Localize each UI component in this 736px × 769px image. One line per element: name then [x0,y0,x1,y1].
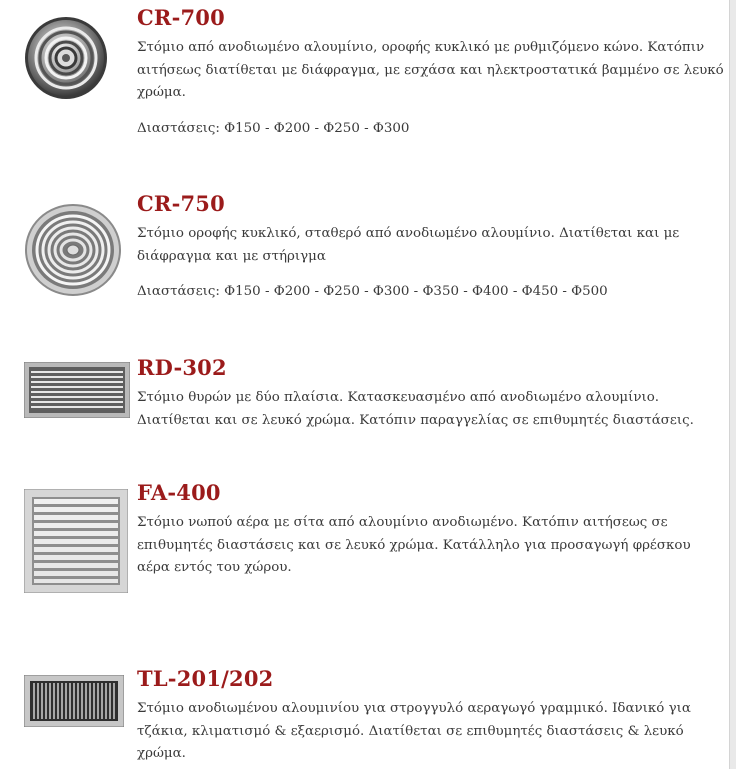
product-title: CR-750 [137,191,225,216]
product-description: Στόμιο θυρών με δύο πλαίσια. Κατασκευασμένο από ανοδιωμένο αλουμίνιο. Διατίθεται και σε λευκό χρώμα. Κατόπιν παραγγελίας σε επιθυμητές διαστάσεις. [137,390,694,428]
product-description: Στόμιο ανοδιωμένου αλουμινίου για στρογγυλό αεραγωγό γραμμικό. Ιδανικό για τζάκια, κλιματισμό & εξαερισμό. Διατίθεται σε επιθυμητές διαστάσεις & λευκό χρώμα. [137,701,691,761]
product-description: Στόμιο νωπού αέρα με σίτα από αλουμίνιο ανοδιωμένο. Κατόπιν αιτήσεως σε επιθυμητές διαστάσεις και σε λευκό χρώμα. Κατάλληλο για προσαγωγή φρέσκου αέρα εντός του χώρου. [137,515,691,575]
door-grille-icon [24,362,130,418]
page-scrollbar[interactable] [729,0,736,769]
product-dimensions: Διαστάσεις: Φ150 - Φ200 - Φ250 - Φ300 - Φ350 - Φ400 - Φ450 - Φ500 [137,284,608,299]
product-title: CR-700 [137,5,225,30]
product-description: Στόμιο οροφής κυκλικό, σταθερό από ανοδιωμένο αλουμίνιο. Διατίθεται και με διάφραγμα και με στήριγμα [137,226,680,264]
round-fixed-diffuser-icon [24,204,122,296]
product-description: Στόμιο από ανοδιωμένο αλουμίνιο, οροφής κυκλικό με ρυθμιζόμενο κώνο. Κατόπιν αιτήσεως διατίθεται με διάφραγμα, με εσχάσα και ηλεκτροστατικά βαμμένο σε λευκό χρώμα. [137,40,724,100]
product-title: FA-400 [137,480,221,505]
product-title: RD-302 [137,355,227,380]
linear-grille-icon [24,675,124,727]
product-dimensions: Διαστάσεις: Φ150 - Φ200 - Φ250 - Φ300 [137,120,410,136]
product-title: TL-201/202 [137,666,274,691]
round-cone-diffuser-icon [24,16,108,100]
fresh-air-louver-icon [24,489,128,593]
